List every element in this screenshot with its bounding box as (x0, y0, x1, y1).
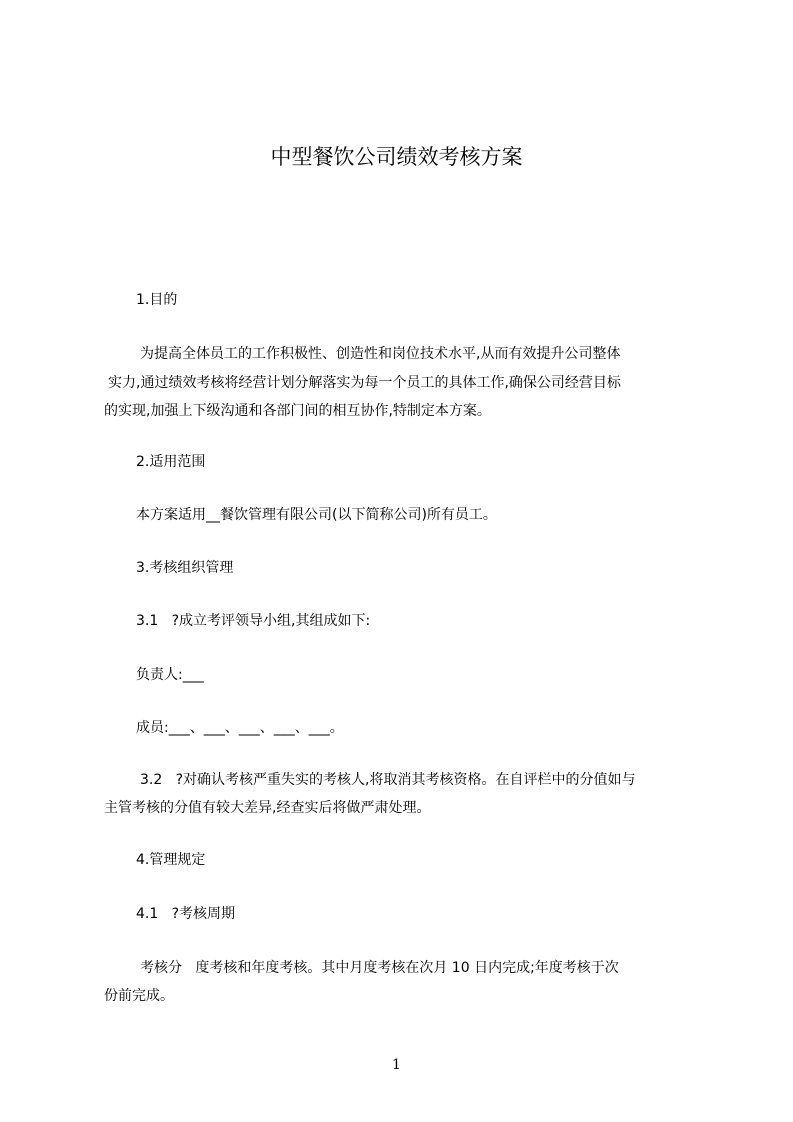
section-1-heading: 1.目的 (136, 292, 178, 308)
subsection-3-1: 3.1 ?成立考评领导小组,其组成如下: (136, 613, 371, 629)
members-line: 成员:___、___、___、___、___。 (136, 720, 344, 736)
paragraph-line: 为提高全体员工的工作积极性、创造性和岗位技术水平,从而有效提升公司整体 (140, 346, 621, 362)
paragraph-line: 考核分 度考核和年度考核。其中月度考核在次月 10 日内完成;年度考核于次 (140, 960, 619, 976)
leader-line: 负责人:___ (136, 667, 204, 683)
paragraph-line: 的实现,加强上下级沟通和各部门间的相互协作,特制定本方案。 (104, 403, 491, 419)
paragraph-line: 份前完成。 (104, 988, 174, 1004)
paragraph-line: 本方案适用__餐饮管理有限公司(以下简称公司)所有员工。 (136, 507, 497, 523)
paragraph-line: 实力,通过绩效考核将经营计划分解落实为每一个员工的具体工作,确保公司经营目标 (108, 375, 621, 391)
subsection-4-1: 4.1 ?考核周期 (136, 906, 236, 922)
paragraph-line: 主管考核的分值有较大差异,经查实后将做严肃处理。 (104, 800, 431, 816)
document-title: 中型餐饮公司绩效考核方案 (270, 145, 523, 169)
section-3-heading: 3.考核组织管理 (136, 560, 234, 576)
page-number: 1 (392, 1057, 401, 1073)
subsection-3-2: 3.2 ?对确认考核严重失实的考核人,将取消其考核资格。在自评栏中的分值如与 (140, 772, 636, 788)
section-2-heading: 2.适用范围 (136, 454, 206, 470)
section-4-heading: 4.管理规定 (136, 852, 206, 868)
